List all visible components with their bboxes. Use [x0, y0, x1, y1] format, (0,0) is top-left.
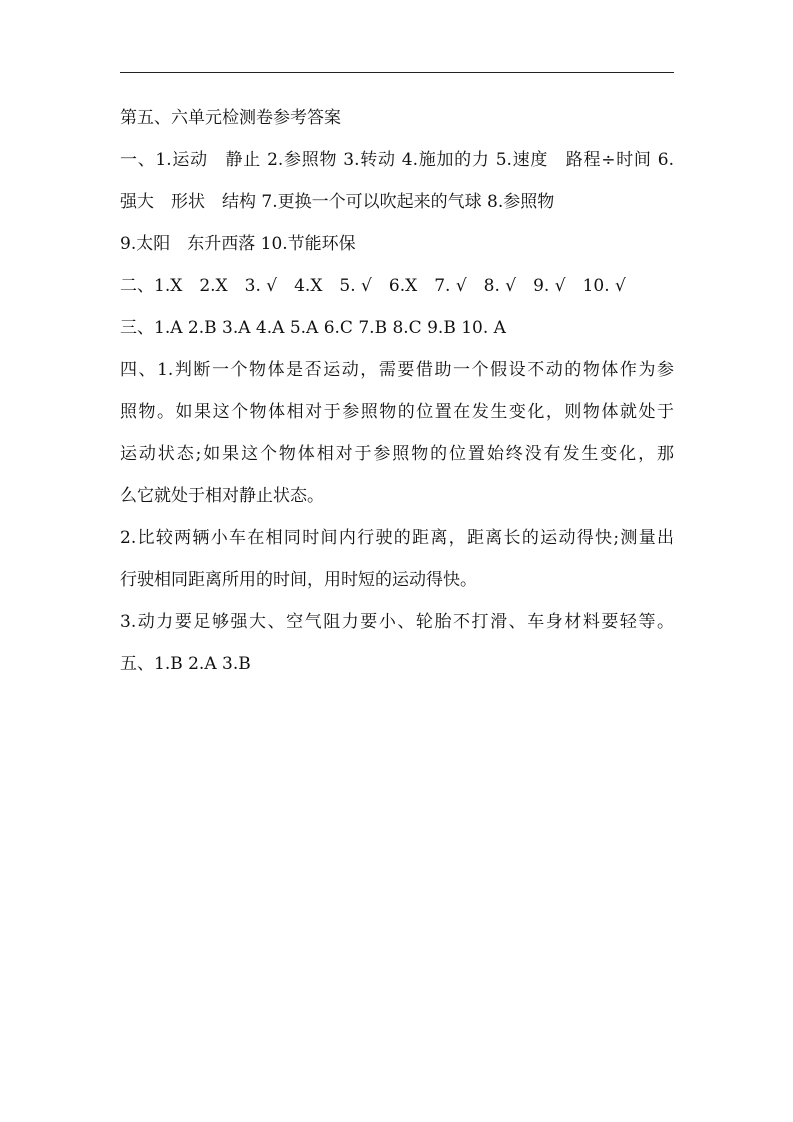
section-4-line-1: 四、1.判断一个物体是否运动，需要借助一个假设不动的物体作为参	[120, 360, 674, 380]
header-rule	[120, 72, 674, 73]
section-3-line: 三、1.A 2.B 3.A 4.A 5.A 6.C 7.B 8.C 9.B 10. A	[120, 318, 506, 338]
section-4-line-4: 么它就处于相对静止状态。	[120, 486, 324, 506]
section-2-line: 二、1.X 2.X 3. √ 4.X 5. √ 6.X 7. √ 8. √ 9. √ 10. √	[120, 276, 626, 296]
section-1-line-1: 一、1.运动 静止 2.参照物 3.转动 4.施加的力 5.速度 路程÷时间 6.	[120, 150, 674, 170]
section-4-line-3: 运动状态;如果这个物体相对于参照物的位置始终没有发生变化，那	[120, 444, 674, 464]
section-1-line-2: 强大 形状 结构 7.更换一个可以吹起来的气球 8.参照物	[120, 192, 555, 212]
section-5-line: 五、1.B 2.A 3.B	[120, 654, 251, 674]
section-4-line-2: 照物。如果这个物体相对于参照物的位置在发生变化，则物体就处于	[120, 402, 674, 422]
section-4-line-6: 行驶相同距离所用的时间，用时短的运动得快。	[120, 570, 477, 590]
section-4-line-7: 3.动力要足够强大、空气阻力要小、轮胎不打滑、车身材料要轻等。	[120, 612, 674, 632]
section-1-line-3: 9.太阳 东升西落 10.节能环保	[120, 234, 356, 254]
answer-content	[120, 97, 674, 685]
section-4-line-5: 2.比较两辆小车在相同时间内行驶的距离，距离长的运动得快;测量出	[120, 528, 674, 548]
document-title: 第五、六单元检测卷参考答案	[120, 108, 341, 128]
